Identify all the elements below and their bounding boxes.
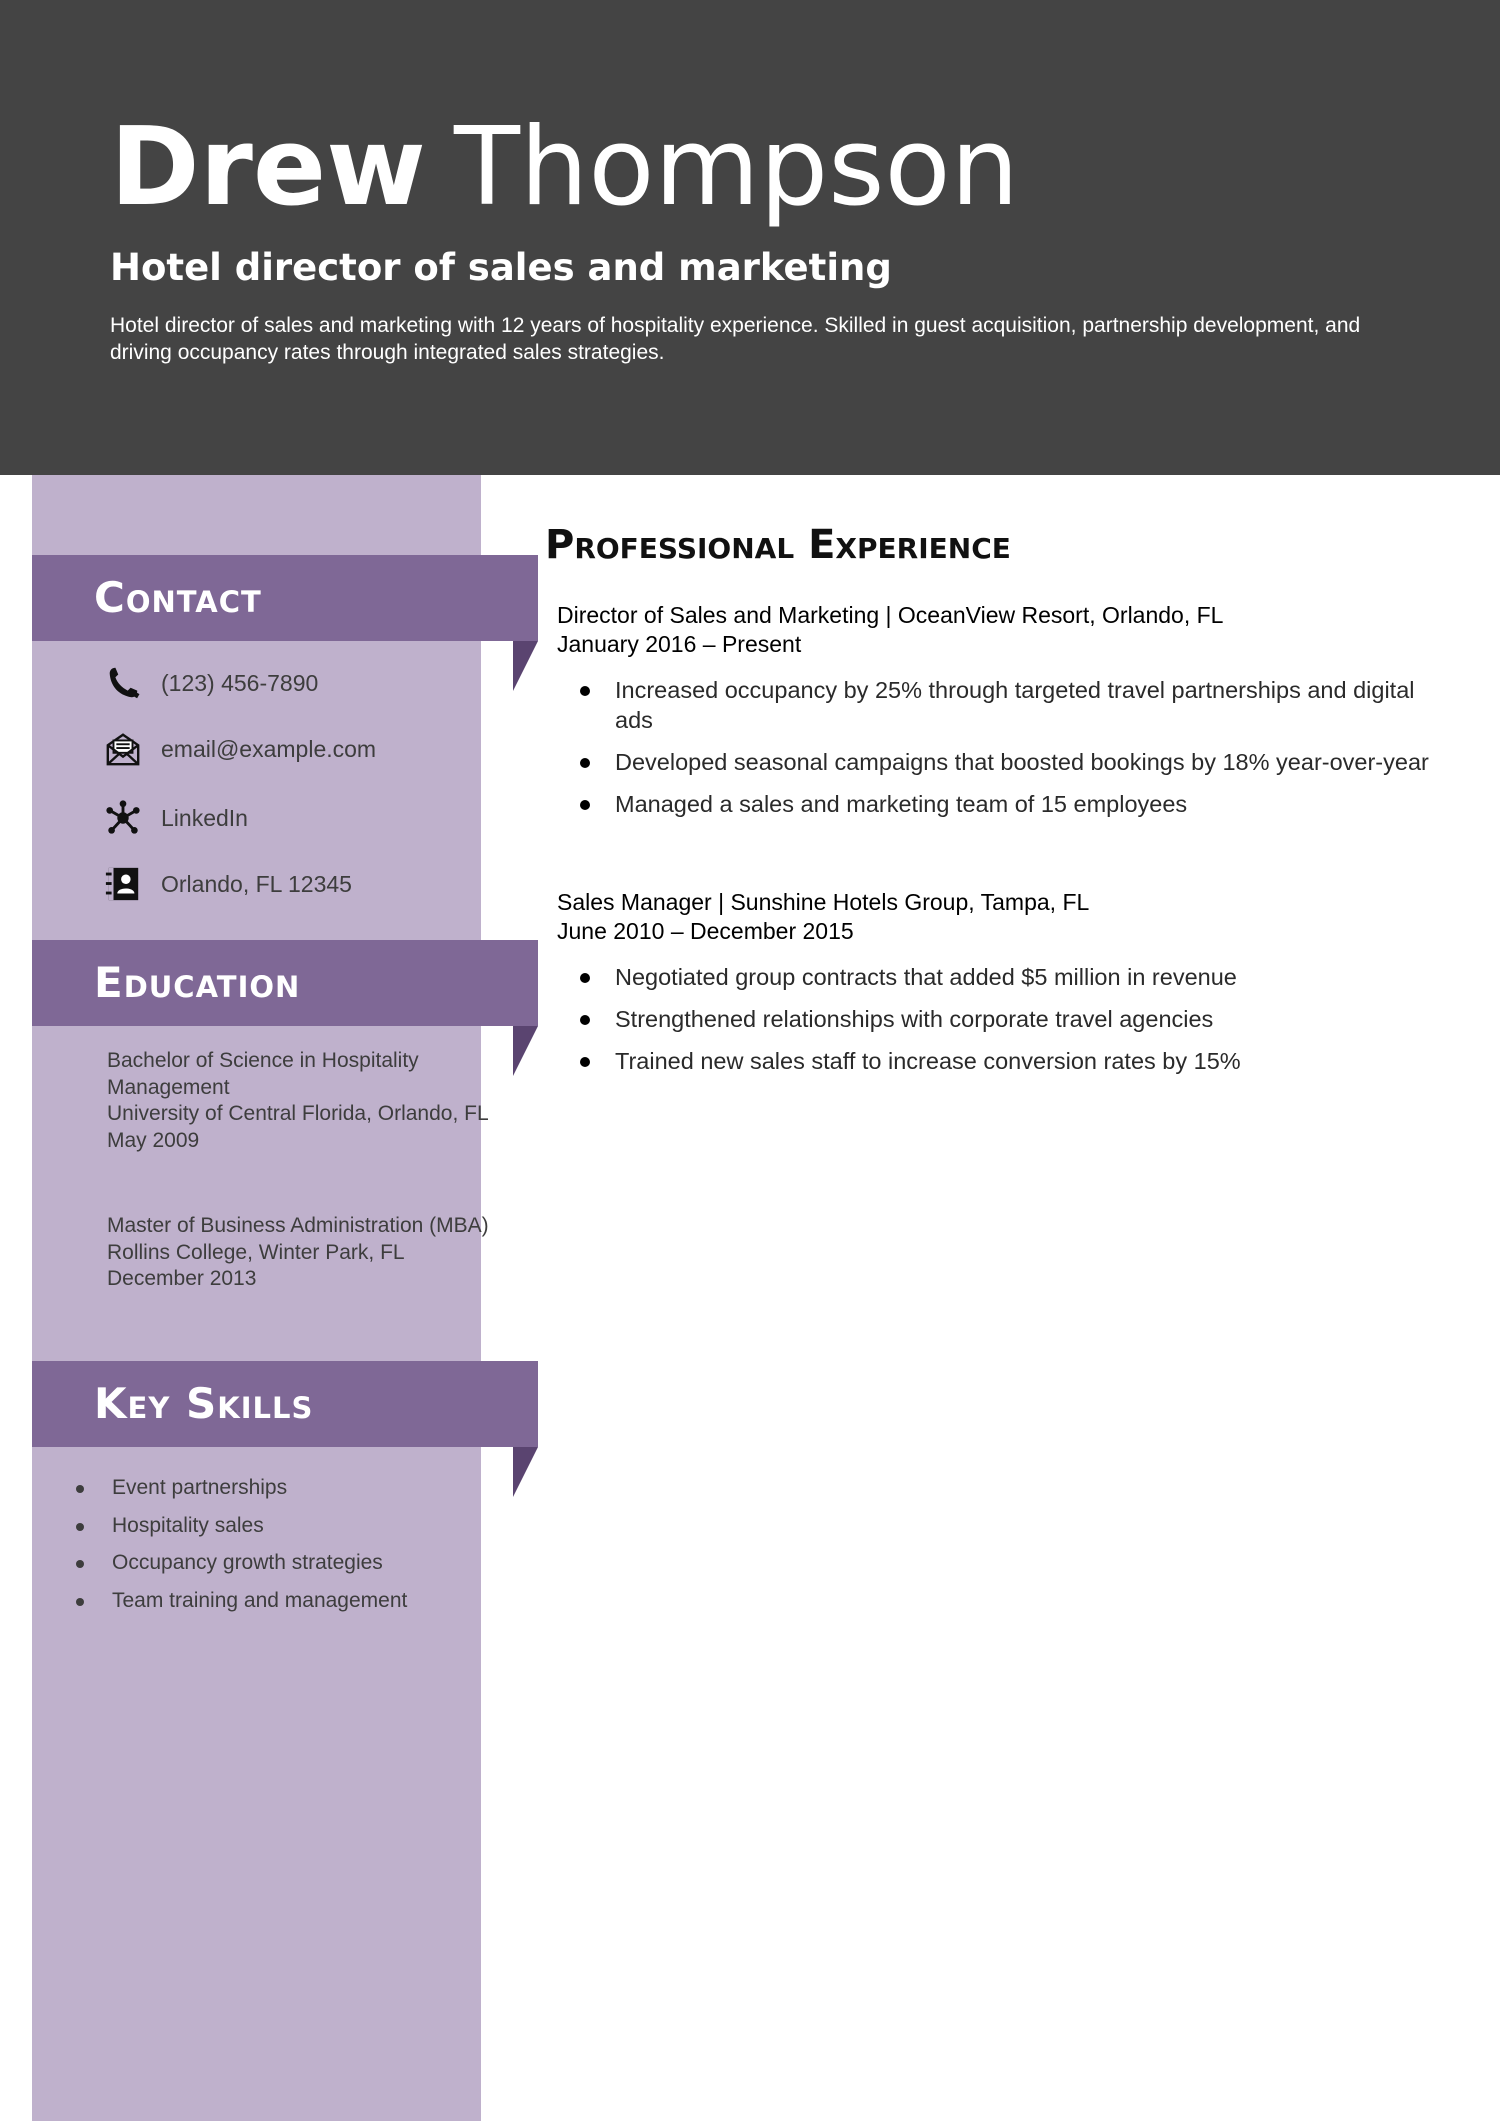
job-header (557, 888, 1089, 946)
profile-summary: Hotel director of sales and marketing with 12 years of hospitality experience. Skilled in guest acquisition, partnership development, and driving occupancy rates through integrated sales strategies. (110, 314, 1361, 364)
education-section-header (32, 940, 538, 1026)
job-bullet: Strengthened relationships with corporate travel agencies (615, 1004, 1435, 1034)
phone-icon (104, 664, 142, 702)
job-dates: January 2016 – Present (557, 631, 802, 657)
phone-text: (123) 456-7890 (161, 669, 319, 696)
skill-item: Hospitality sales (75, 1507, 407, 1545)
job-header (557, 601, 1223, 659)
skills-heading: Key Skills (94, 1379, 314, 1428)
job-bullets (615, 962, 1435, 1088)
skill-item: Team training and management (75, 1582, 407, 1620)
job-bullet: Trained new sales staff to increase conversion rates by 15% (615, 1046, 1435, 1076)
last-name: Thompson (453, 105, 1019, 230)
email-text: email@example.com (161, 735, 377, 762)
contact-phone (104, 663, 318, 703)
contact-address (104, 864, 352, 904)
education-entry (107, 1213, 497, 1293)
linkedin-network-icon (104, 799, 142, 837)
skills-ribbon-fold (513, 1447, 538, 1497)
experience-heading: Professional Experience (545, 522, 1011, 568)
job-bullet: Negotiated group contracts that added $5 million in revenue (615, 962, 1435, 992)
contact-email[interactable] (104, 729, 376, 769)
skills-section-header (32, 1361, 538, 1447)
contact-ribbon-fold (513, 641, 538, 691)
job-bullet: Increased occupancy by 25% through targeted travel partnerships and digital ads (615, 675, 1435, 735)
job-bullet: Developed seasonal campaigns that boosted bookings by 18% year-over-year (615, 747, 1435, 777)
linkedin-text: LinkedIn (161, 804, 248, 831)
skills-list (75, 1469, 407, 1620)
education-entry (107, 1048, 497, 1154)
skill-item: Occupancy growth strategies (75, 1544, 407, 1582)
job-dates: June 2010 – December 2015 (557, 918, 854, 944)
contact-linkedin[interactable] (104, 798, 248, 838)
contact-heading: Contact (94, 573, 262, 622)
school: University of Central Florida, Orlando, FL (107, 1102, 489, 1125)
job-bullet: Managed a sales and marketing team of 15 employees (615, 789, 1435, 819)
address-text: Orlando, FL 12345 (161, 870, 352, 897)
job-bullets (615, 675, 1435, 831)
degree: Master of Business Administration (MBA) (107, 1214, 489, 1237)
graduation-date: December 2013 (107, 1267, 257, 1290)
degree: Bachelor of Science in Hospitality Management (107, 1049, 419, 1099)
job-title-line: Sales Manager | Sunshine Hotels Group, Tampa, FL (557, 889, 1090, 915)
contact-section-header (32, 555, 538, 641)
first-name: Drew (110, 105, 426, 230)
education-heading: Education (94, 958, 301, 1007)
sidebar (32, 475, 489, 2121)
school: Rollins College, Winter Park, FL (107, 1240, 405, 1264)
education-ribbon-fold (513, 1026, 538, 1076)
header-banner (0, 0, 1500, 475)
graduation-date: May 2009 (107, 1128, 200, 1152)
skill-item: Event partnerships (75, 1469, 407, 1507)
email-icon (104, 730, 142, 768)
candidate-name (110, 105, 1019, 230)
address-book-icon (104, 865, 142, 903)
job-title-line: Director of Sales and Marketing | OceanView Resort, Orlando, FL (557, 602, 1224, 628)
job-title: Hotel director of sales and marketing (110, 246, 892, 289)
